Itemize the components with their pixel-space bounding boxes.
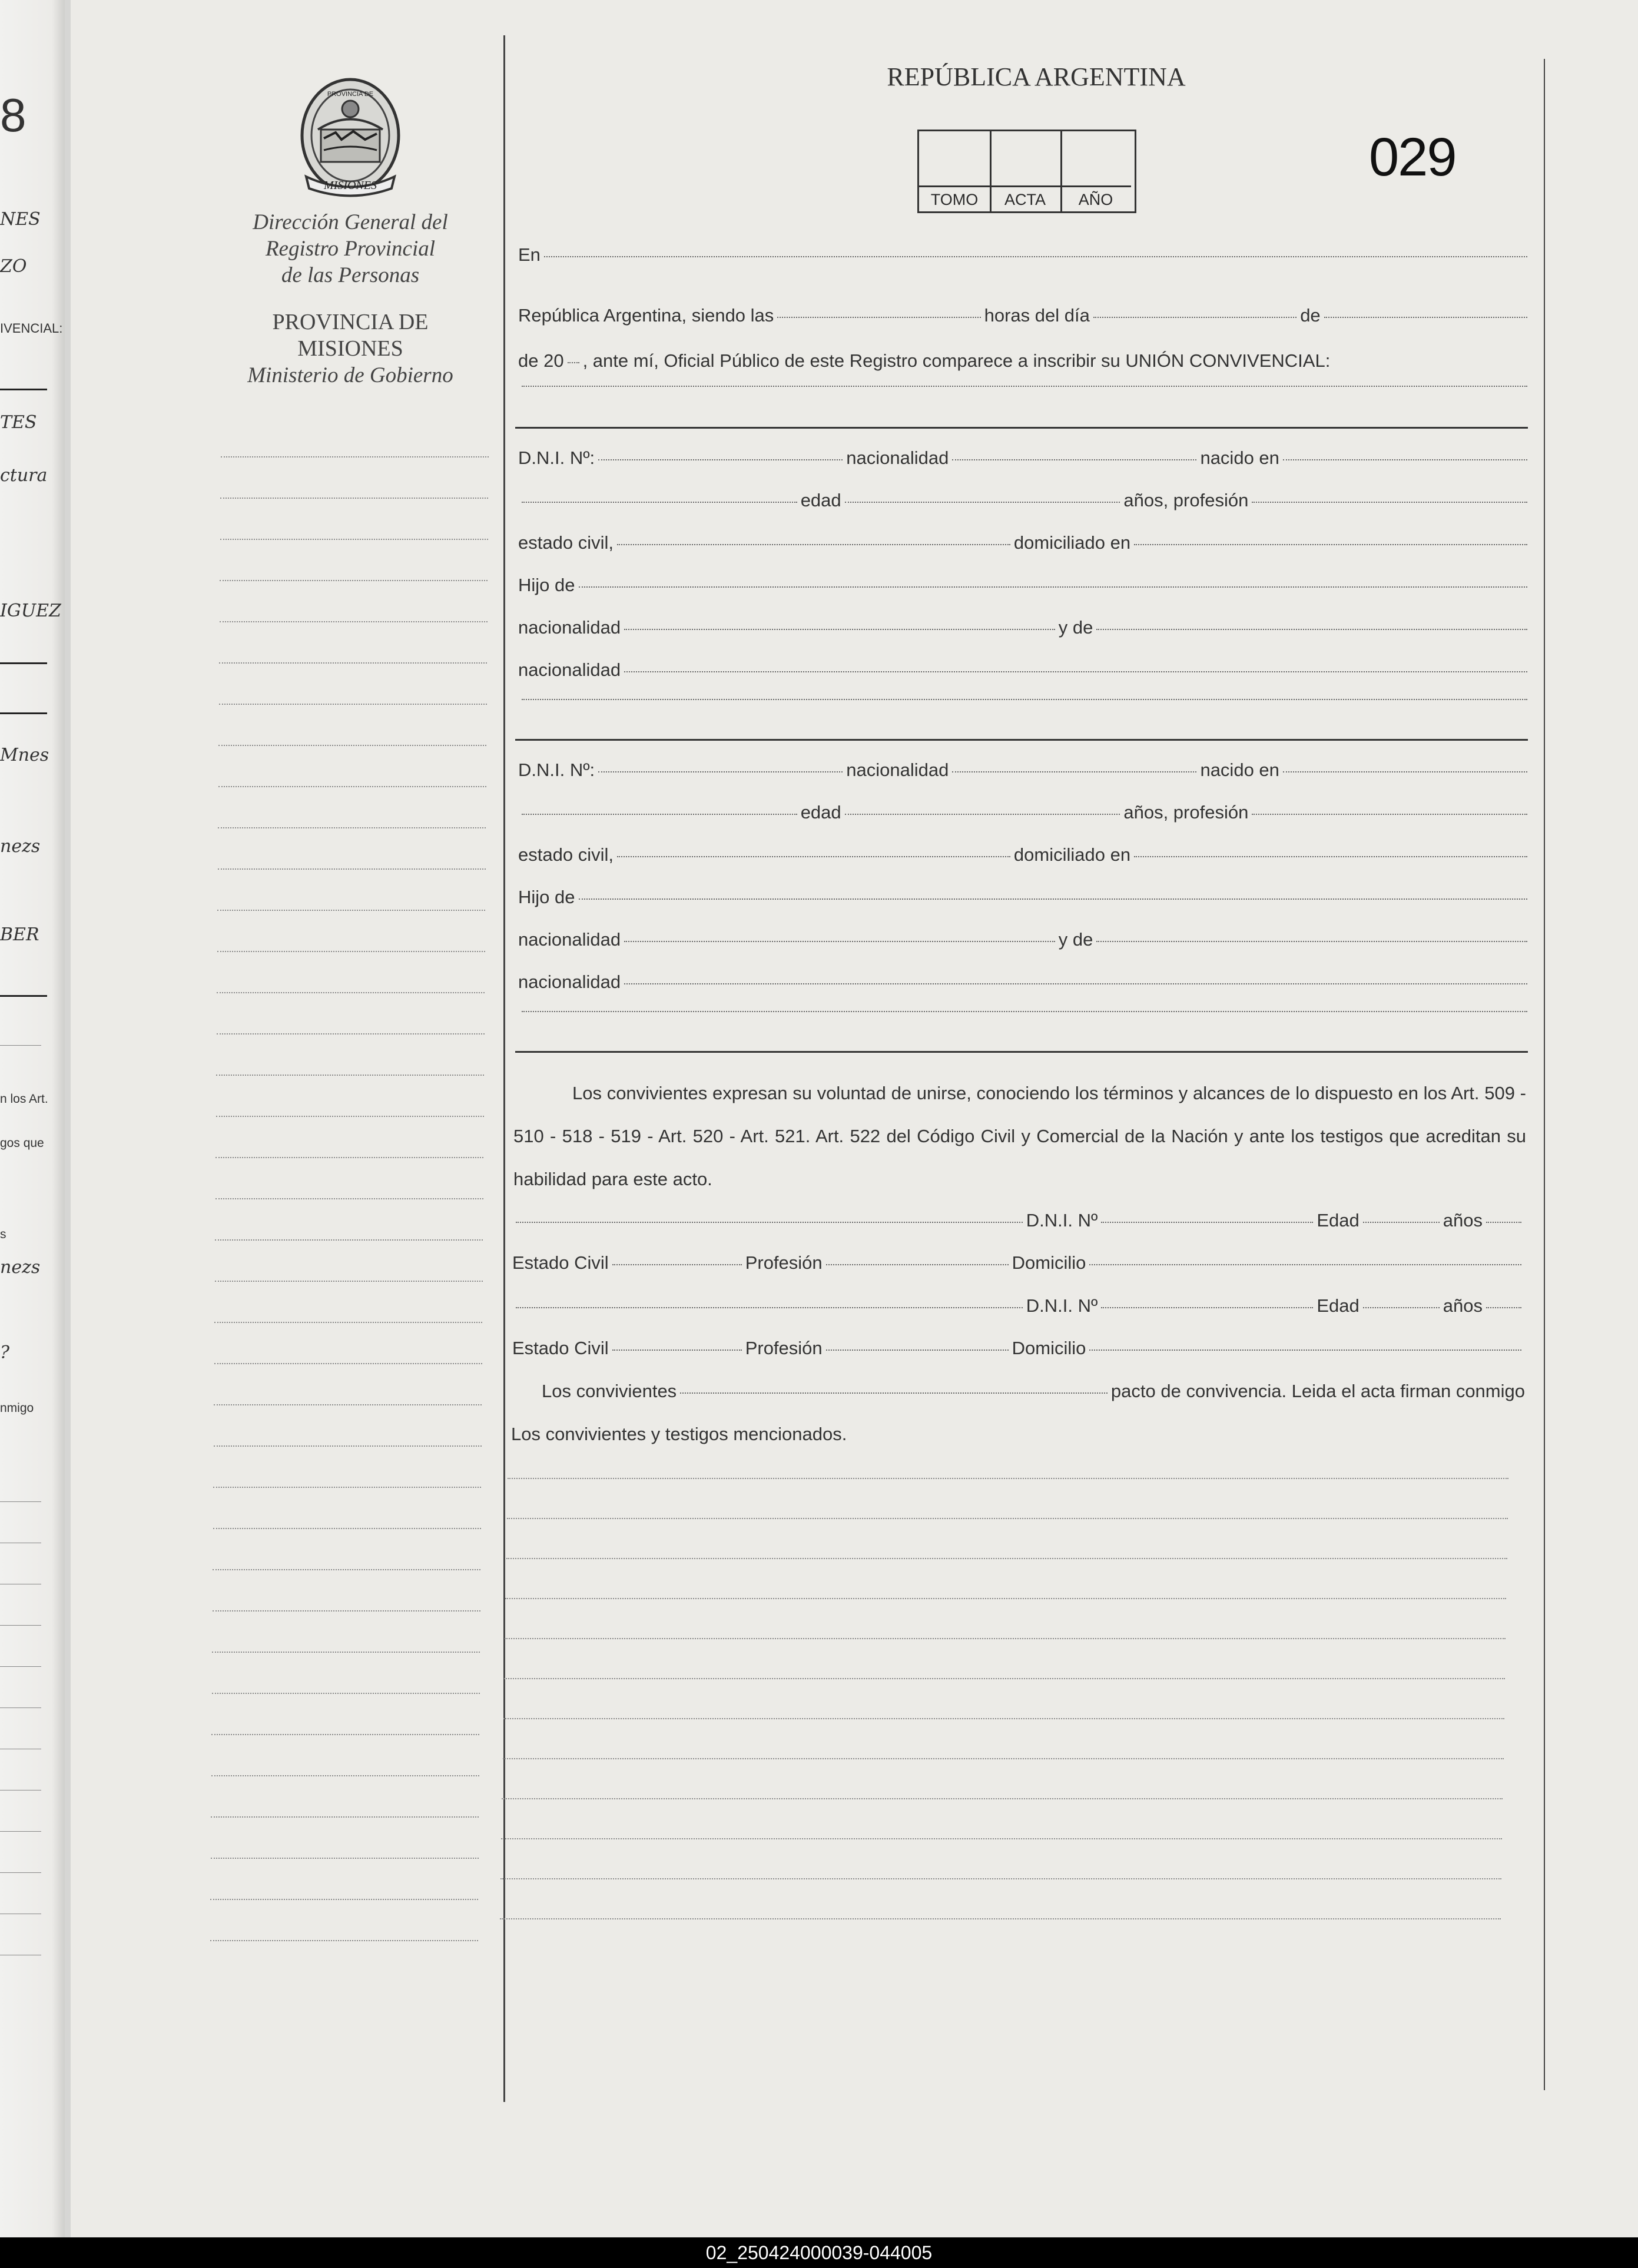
page-rule [0, 389, 47, 390]
page-fragment: IVENCIAL: [0, 321, 63, 336]
year-field[interactable] [568, 362, 579, 363]
previous-page-edge [0, 0, 65, 2237]
signature-line[interactable] [507, 1518, 1508, 1519]
nationality-field[interactable] [952, 771, 1196, 772]
margin-note-line[interactable] [213, 1528, 481, 1529]
section-separator [515, 739, 1528, 741]
margin-note-line[interactable] [210, 1940, 478, 1941]
margin-note-line[interactable] [217, 992, 485, 993]
convivientes-label: Los convivientes [542, 1381, 677, 1401]
margin-note-line[interactable] [217, 1033, 485, 1034]
page-rule [0, 1625, 41, 1626]
witness-civil-status-field[interactable] [612, 1264, 742, 1265]
mother-field[interactable] [1096, 628, 1527, 630]
acta-field[interactable] [990, 131, 1062, 185]
dni-label: D.N.I. Nº: [518, 760, 595, 780]
scan-id-bar [0, 2237, 1638, 2268]
svg-text:MISIONES: MISIONES [324, 179, 377, 192]
nacionalidad-label: nacionalidad [518, 929, 621, 950]
witness-address-field[interactable] [1089, 1264, 1521, 1265]
scan-id: 02_250424000039-044005 [705, 2242, 933, 2263]
address-field[interactable] [1134, 856, 1527, 857]
hijo-de-label: Hijo de [518, 575, 575, 595]
page-fragment: BER [0, 924, 39, 945]
page-fragment: gos que [0, 1136, 44, 1150]
ministry-name: Ministerio de Gobierno [247, 363, 453, 387]
hijo-de-label: Hijo de [518, 887, 575, 907]
margin-note-line[interactable] [212, 1693, 480, 1694]
margin-note-line[interactable] [214, 1363, 482, 1364]
form-line [518, 617, 1531, 638]
page-fragment: ? [0, 1342, 10, 1363]
page-fragment: nmigo [0, 1401, 34, 1415]
margin-note-line[interactable] [212, 1652, 480, 1653]
margin-note-line[interactable] [214, 1322, 482, 1323]
witness-age-field[interactable] [1363, 1221, 1440, 1223]
civil-status-field[interactable] [617, 543, 1010, 545]
page-fragment: NES [0, 209, 41, 230]
horas-label: horas del día [984, 305, 1090, 326]
acta-label: ACTA [990, 185, 1062, 213]
svg-text:PROVINCIA DE: PROVINCIA DE [327, 91, 374, 98]
column-divider [503, 35, 505, 2102]
margin-note-line[interactable] [213, 1569, 480, 1570]
margin-note-line[interactable] [218, 786, 486, 787]
signature-line[interactable] [508, 1478, 1508, 1479]
page-fragment: ZO [0, 256, 27, 277]
father-field[interactable] [579, 586, 1528, 588]
page-fragment: nezs [0, 836, 41, 857]
domicilio-label: Domicilio [1012, 1338, 1086, 1358]
birthplace-cont-field[interactable] [522, 501, 797, 503]
edad-label: Edad [1317, 1295, 1360, 1316]
edad-label: edad [800, 490, 841, 510]
estado-civil-label: Estado Civil [512, 1338, 609, 1358]
witness-dni-field[interactable] [1101, 1307, 1313, 1308]
dni-label: D.N.I. Nº: [518, 447, 595, 468]
hour-field[interactable] [777, 316, 980, 318]
nacionalidad-label: nacionalidad [518, 617, 621, 638]
form-line [518, 659, 1531, 681]
country-title: REPÚBLICA ARGENTINA [887, 62, 1186, 91]
page-rule [0, 1045, 41, 1046]
margin-note-line[interactable] [220, 539, 488, 540]
form-line [518, 929, 1531, 950]
registry-reference-box [917, 130, 1136, 213]
signature-line[interactable] [500, 1878, 1501, 1879]
pacto-field[interactable] [680, 1392, 1108, 1394]
nacionalidad-label: nacionalidad [846, 447, 949, 468]
form-line [518, 887, 1531, 908]
blank-line [518, 389, 1531, 390]
place-line [518, 244, 1531, 266]
section-separator [515, 427, 1528, 429]
ano-label: AÑO [1060, 185, 1131, 213]
page-fragment: TES [0, 412, 37, 433]
dni-field[interactable] [598, 771, 843, 772]
page-fragment: Mnes [0, 745, 49, 765]
signature-line[interactable] [506, 1558, 1507, 1559]
dni-field[interactable] [598, 459, 843, 460]
page-rule [0, 1831, 41, 1832]
form-line [518, 802, 1531, 823]
signature-line[interactable] [505, 1598, 1506, 1599]
margin-note-line[interactable] [211, 1816, 479, 1818]
form-line [518, 971, 1531, 993]
margin-note-line[interactable] [214, 1404, 482, 1405]
estado-civil-label: estado civil, [518, 844, 614, 865]
margin-note-line[interactable] [221, 456, 489, 457]
page-rule [0, 995, 47, 997]
margin-note-line[interactable] [217, 951, 485, 952]
nacido-label: nacido en [1200, 447, 1279, 468]
mother-field[interactable] [1096, 940, 1527, 942]
margin-note-line[interactable] [217, 910, 485, 911]
month-field[interactable] [1324, 316, 1527, 318]
en-label: En [518, 244, 541, 265]
form-line [518, 575, 1531, 596]
witness-line [512, 1295, 1525, 1317]
margin-note-line[interactable] [216, 1075, 484, 1076]
witness-age-field[interactable] [1363, 1307, 1440, 1308]
org-name-line-2: Registro Provincial [265, 237, 436, 261]
continuation-field[interactable] [522, 385, 1527, 387]
mother-nationality-field[interactable] [624, 671, 1527, 672]
witness-dni-field[interactable] [1101, 1221, 1313, 1223]
witness-profession-field[interactable] [826, 1349, 1009, 1351]
nacionalidad-label: nacionalidad [518, 971, 621, 992]
observations-field[interactable] [522, 1010, 1527, 1012]
margin-note-line[interactable] [215, 1198, 483, 1199]
nationality-field[interactable] [952, 459, 1196, 460]
edad-label: Edad [1317, 1210, 1360, 1231]
margin-note-line[interactable] [220, 621, 488, 622]
witness-address-field[interactable] [1089, 1349, 1521, 1351]
margin-note-line[interactable] [214, 1445, 482, 1447]
place-field[interactable] [544, 256, 1527, 257]
margin-note-line[interactable] [218, 827, 486, 828]
section-separator [515, 1051, 1528, 1053]
closing-text: Los convivientes y testigos mencionados. [511, 1424, 847, 1444]
age-field[interactable] [845, 501, 1120, 503]
y-de-label: y de [1058, 617, 1093, 638]
page-rule [0, 1501, 41, 1502]
witness-name-field[interactable] [516, 1221, 1023, 1223]
republica-label: República Argentina, siendo las [518, 305, 774, 326]
witness-name-field[interactable] [516, 1307, 1023, 1308]
page-rule [0, 662, 47, 664]
y-de-label: y de [1058, 929, 1093, 950]
estado-civil-label: estado civil, [518, 532, 614, 553]
tomo-label: TOMO [919, 185, 992, 213]
de-label: de [1300, 305, 1321, 326]
witness-line [512, 1338, 1525, 1359]
margin-note-line[interactable] [220, 580, 488, 581]
age-field[interactable] [845, 813, 1120, 815]
signature-line[interactable] [501, 1838, 1502, 1839]
page-rule [0, 712, 47, 714]
right-margin-line [1544, 59, 1545, 2090]
margin-note-line[interactable] [219, 704, 487, 705]
profesion-label: Profesión [745, 1252, 823, 1273]
anos-label: años [1443, 1210, 1483, 1231]
form-line [518, 1014, 1531, 1016]
ano-field[interactable] [1060, 131, 1131, 185]
birthplace-cont-field[interactable] [522, 813, 797, 815]
margin-note-line[interactable] [218, 745, 486, 746]
org-name-line-3: de las Personas [281, 263, 420, 287]
form-line [518, 447, 1531, 469]
province-line-2: MISIONES [297, 336, 403, 361]
margin-note-line[interactable] [218, 868, 486, 870]
margin-note-line[interactable] [211, 1858, 479, 1859]
provincia-misiones-seal-icon [294, 74, 406, 200]
birthplace-field[interactable] [1283, 771, 1527, 772]
profesion-label: Profesión [745, 1338, 823, 1358]
nacido-label: nacido en [1200, 760, 1279, 780]
day-field[interactable] [1093, 316, 1297, 318]
margin-note-line[interactable] [220, 498, 488, 499]
witness-line [512, 1252, 1525, 1274]
page-rule [0, 1872, 41, 1873]
father-nationality-field[interactable] [624, 628, 1055, 630]
page-fragment: 8 [0, 89, 26, 141]
profesion-label: años, profesión [1123, 802, 1249, 823]
dni-label: D.N.I. Nº [1026, 1210, 1098, 1231]
form-line [518, 702, 1531, 704]
dni-label: D.N.I. Nº [1026, 1295, 1098, 1316]
profession-field[interactable] [1252, 501, 1527, 503]
tomo-field[interactable] [919, 131, 992, 185]
nacionalidad-label: nacionalidad [518, 659, 621, 680]
profesion-label: años, profesión [1123, 490, 1249, 510]
observations-field[interactable] [522, 698, 1527, 700]
civil-status-field[interactable] [617, 856, 1010, 857]
nacionalidad-label: nacionalidad [846, 760, 949, 780]
margin-note-line[interactable] [215, 1281, 483, 1282]
form-line [518, 532, 1531, 553]
closing-line [511, 1424, 1524, 1445]
margin-note-line[interactable] [213, 1610, 480, 1612]
page-rule [0, 1666, 41, 1667]
address-field[interactable] [1134, 543, 1527, 545]
form-line [518, 760, 1531, 781]
domicilio-label: Domicilio [1012, 1252, 1086, 1273]
margin-note-line[interactable] [210, 1899, 478, 1900]
page-fragment: IGUEZ [0, 601, 61, 621]
witness-profession-field[interactable] [826, 1264, 1009, 1265]
margin-note-line[interactable] [211, 1775, 479, 1776]
form-line [518, 490, 1531, 511]
page-fragment: ctura [0, 465, 48, 486]
signature-line[interactable] [504, 1678, 1505, 1679]
edad-label: edad [800, 802, 841, 823]
comparece-text: , ante mí, Oficial Público de este Registro comparece a inscribir su UNIÓN CONVIVENCIAL: [582, 350, 1331, 371]
witness-line [512, 1210, 1525, 1231]
page-fragment: n los Art. [0, 1092, 48, 1106]
page-rule [0, 1707, 41, 1708]
anos-label: años [1443, 1295, 1483, 1316]
year-line [518, 350, 1531, 372]
witness-end-field[interactable] [1486, 1221, 1521, 1223]
declaration-text: Los convivientes expresan su voluntad de unirse, conociendo los términos y alcances de lo dispuesto en los Art. 509 - 510 - 518 - 519 - Art. 520 - Art. 521. Art. 522 del Código Civil y Comercial de la Nación y ante los testigos que acreditan su habilidad para este acto. [513, 1083, 1526, 1189]
margin-note-line[interactable] [215, 1239, 483, 1241]
form-line [518, 844, 1531, 866]
margin-note-line[interactable] [219, 662, 487, 664]
signature-line[interactable] [500, 1918, 1501, 1919]
domicilio-label: domiciliado en [1013, 532, 1131, 553]
pacto-text: pacto de convivencia. Leida el acta firman conmigo [1110, 1381, 1525, 1401]
org-name-line-1: Dirección General del [253, 210, 448, 234]
father-field[interactable] [579, 898, 1528, 900]
witness-end-field[interactable] [1486, 1307, 1521, 1308]
de20-label: de 20 [518, 350, 564, 371]
domicilio-label: domiciliado en [1013, 844, 1131, 865]
margin-note-line[interactable] [213, 1487, 481, 1488]
signature-line[interactable] [503, 1758, 1504, 1759]
profession-field[interactable] [1252, 813, 1527, 815]
margin-note-line[interactable] [211, 1734, 479, 1735]
date-line [518, 305, 1531, 326]
pacto-line [512, 1381, 1525, 1402]
margin-note-line[interactable] [216, 1116, 484, 1117]
signature-line[interactable] [502, 1798, 1503, 1799]
province-line-1: PROVINCIA DE [272, 310, 429, 334]
father-nationality-field[interactable] [624, 940, 1055, 942]
page-fragment: nezs [0, 1257, 41, 1278]
witness-civil-status-field[interactable] [612, 1349, 742, 1351]
signature-line[interactable] [505, 1638, 1506, 1639]
margin-note-line[interactable] [215, 1157, 483, 1158]
page-fragment: s [0, 1228, 6, 1241]
signature-line[interactable] [503, 1718, 1504, 1719]
birthplace-field[interactable] [1283, 459, 1527, 460]
acta-number: 029 [1369, 127, 1456, 187]
estado-civil-label: Estado Civil [512, 1252, 609, 1273]
mother-nationality-field[interactable] [624, 983, 1527, 984]
